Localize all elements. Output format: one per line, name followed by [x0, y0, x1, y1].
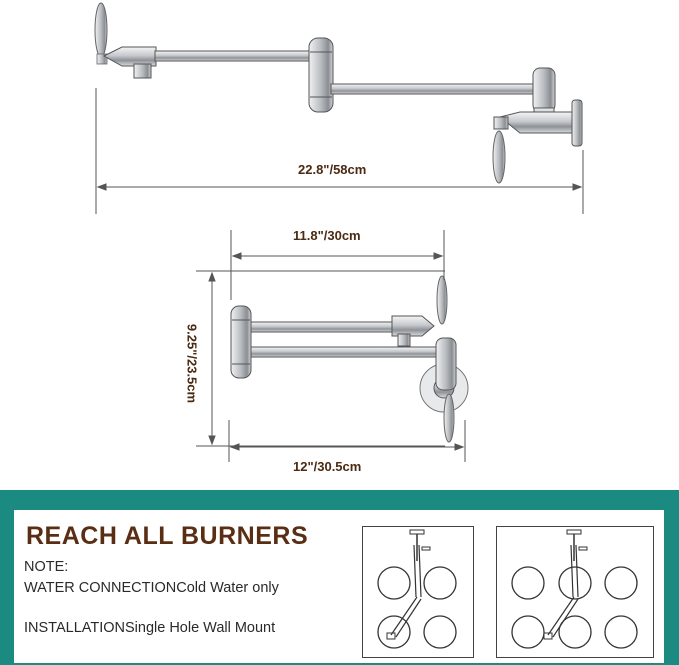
shutoff-valve-body: [500, 112, 572, 133]
dimension-folded-total: [229, 420, 465, 462]
burner: [378, 616, 410, 648]
dimension-label-folded-height: 9.25"/23.5cm: [184, 323, 200, 404]
upper-arm: [155, 51, 313, 61]
stove-diagram-six-burner: [496, 526, 654, 658]
dimension-label-extended: 22.8"/58cm: [298, 162, 367, 177]
handle-lever-left: [95, 3, 107, 57]
stove-diagram-four-burner: [362, 526, 474, 658]
folded-left-joint: [231, 306, 251, 378]
burner: [605, 616, 637, 648]
extended-faucet: [95, 3, 582, 183]
handle-lever-right: [493, 131, 505, 183]
water-connection-note: WATER CONNECTIONCold Water only: [24, 580, 279, 596]
burner: [378, 567, 410, 599]
burner: [512, 567, 544, 599]
headline: REACH ALL BURNERS: [26, 522, 309, 550]
dimension-label-folded-arm: 11.8"/30cm: [293, 228, 361, 243]
burner: [512, 616, 544, 648]
wall-flange: [572, 100, 582, 146]
dimension-label-folded-total: 12"/30.5cm: [293, 459, 362, 474]
folded-handle-bottom: [444, 394, 454, 442]
middle-joint: [309, 38, 333, 112]
six-burner-svg: [497, 527, 652, 656]
folded-spout-valve: [392, 316, 434, 336]
folded-handle-top: [437, 276, 447, 324]
outlet-nozzle: [134, 64, 151, 78]
installation-note: INSTALLATIONSingle Hole Wall Mount: [24, 620, 276, 636]
lower-arm: [331, 84, 537, 94]
folded-wall-joint: [436, 338, 456, 390]
folded-faucet: [231, 276, 468, 442]
dimension-extended: [96, 88, 583, 214]
wall-joint: [533, 68, 555, 112]
burner: [559, 567, 591, 599]
folded-lower-arm: [246, 347, 438, 357]
folded-upper-arm: [246, 322, 396, 332]
burner: [605, 567, 637, 599]
burner: [424, 567, 456, 599]
valve-body-left: [104, 47, 156, 66]
note-label: NOTE:: [24, 559, 69, 575]
info-card: [12, 508, 666, 665]
burner: [424, 616, 456, 648]
four-burner-svg: [363, 527, 472, 656]
